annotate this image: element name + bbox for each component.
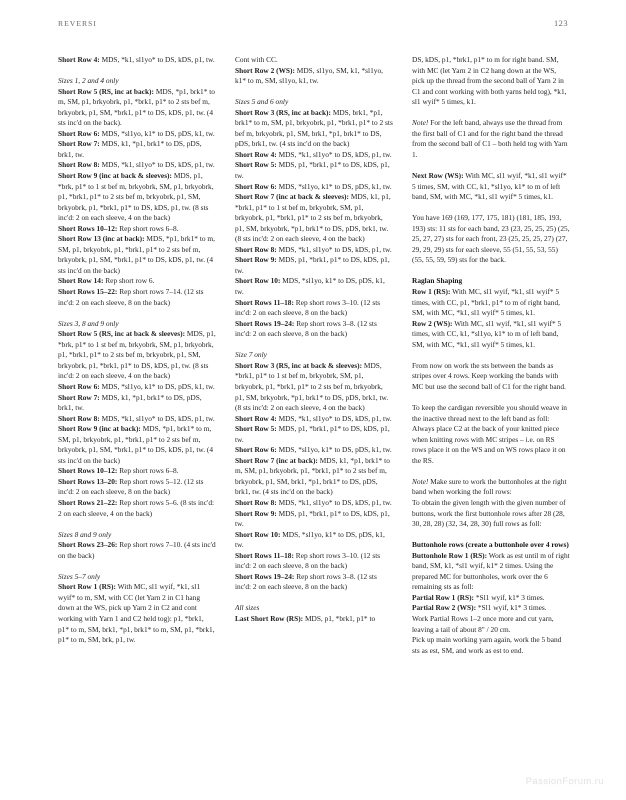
- instruction-text: MDS, p1, *brk1, p1* to: [303, 613, 376, 623]
- instruction-paragraph: [412, 603, 570, 614]
- instruction-text: MDS, k1, p1, *brk1, p1* to 1 st bef m, brkyobrk, SM, p1, brkyobrk, p1, *brk1, p1* to 2 sts bef m, brkyobrk, p1, SM, brkyobrk, *p1, brk1* to DS, pDS, brk1, tw. (8 sts inc'd: 2 on each sleeve, 4 on the back): [235, 192, 391, 244]
- instruction-text: MDS, *p1, brk1* to m, SM, p1, brkyobrk, p1, *brk1, p1* to 2 sts bef m, brkyobrk, p1, SM, *brk1, p1* to DS, kDS, p1, tw. (4 sts inc'd on the back).: [58, 86, 215, 128]
- instruction-paragraph: [412, 424, 570, 466]
- row-label: Buttonhole Row 1 (RS):: [412, 550, 488, 560]
- instruction-paragraph: [412, 498, 570, 530]
- instruction-text: Work Partial Rows 1–2 once more and cut yarn, leaving a tail of about 8" / 20 cm.: [412, 613, 554, 634]
- row-label: Short Row 5:: [235, 424, 277, 434]
- column-2: [235, 55, 393, 770]
- instruction-paragraph: [235, 445, 393, 456]
- row-label: Short Row 7 (inc at back):: [235, 455, 318, 465]
- instruction-paragraph: [58, 234, 216, 276]
- paragraph-spacer: [412, 350, 570, 361]
- instruction-paragraph: [58, 139, 216, 160]
- row-label: Partial Row 1 (RS):: [412, 592, 474, 602]
- row-label: Short Rows 13–20:: [58, 476, 118, 486]
- instruction-text: MDS, k1, *p1, brk1* to DS, pDS, brk1, tw.: [58, 139, 202, 159]
- row-label: Short Rows 23–26:: [58, 540, 118, 550]
- section-heading: Buttonhole rows (create a buttonhole over 4 rows): [412, 540, 569, 550]
- instruction-paragraph: [235, 276, 393, 297]
- instruction-paragraph: [235, 245, 393, 256]
- note-label: Note!: [412, 476, 429, 486]
- row-label: Short Row 4:: [235, 149, 277, 159]
- instruction-paragraph: [412, 171, 570, 203]
- instruction-text: MDS, *k1, sl1yo* to DS, kDS, p1, tw.: [99, 413, 215, 423]
- instruction-paragraph: [235, 298, 393, 319]
- row-label: Short Rows 11–18:: [235, 297, 294, 307]
- instruction-text: Rep short rows 6–8.: [117, 223, 179, 233]
- row-label: Short Row 5 (RS, inc at back):: [58, 86, 154, 96]
- instruction-paragraph: [58, 160, 216, 171]
- instruction-text: You have 169 (169, 177, 175, 181) (181, 185, 193, 193) sts: 11 sts for each band, 23 (23, 25, 25, 25) (25, 25, 27, 27) sts for each front, 23 (25, 25, 25, 27) (27, 29, 29, 29) sts for each sleeve, 55 (51, 55, 53, 55) (55, 55, 59, 59) sts for the back.: [412, 213, 570, 265]
- instruction-text: *Sl1 wyif, k1* 3 times.: [476, 603, 547, 613]
- instruction-paragraph: [412, 403, 570, 424]
- instruction-text: To obtain the given length with the given number of buttons, work the first buttonhole rows after 28 (28, 30, 28, 28) (32, 34, 28, 30) full rows as foll:: [412, 497, 566, 529]
- paragraph-spacer: [58, 308, 216, 319]
- row-label: Short Row 13 (inc at back):: [58, 234, 145, 244]
- instruction-text: To keep the cardigan reversible you should weave in the inactive thread next to the left band as foll:: [412, 403, 567, 423]
- instruction-text: MDS, *k1, sl1yo* to DS, kDS, p1, tw.: [276, 244, 392, 254]
- instruction-paragraph: [412, 614, 570, 635]
- instruction-text: Rep short rows 5–12. (12 sts inc'd: 2 on each sleeve, 8 on the back): [58, 476, 204, 497]
- row-label: Short Row 4:: [58, 55, 100, 64]
- row-label: Short Row 6:: [235, 445, 277, 455]
- row-label: Short Row 6:: [58, 128, 100, 138]
- instruction-paragraph: [58, 224, 216, 235]
- instruction-text: Rep short rows 3–8. (12 sts inc'd: 2 on each sleeve, 8 on the back): [235, 571, 377, 592]
- instruction-paragraph: [412, 551, 570, 593]
- row-label: Row 2 (WS):: [412, 318, 453, 328]
- instruction-paragraph: [58, 498, 216, 519]
- size-heading: Size 7 only: [235, 350, 267, 360]
- instruction-paragraph: [235, 530, 393, 551]
- instruction-text: MDS, *sl1yo, k1* to DS, pDS, k1, tw.: [99, 381, 215, 391]
- paragraph-spacer: [412, 160, 570, 171]
- instruction-text: MDS, *k1, sl1yo* to DS, kDS, p1, tw.: [276, 413, 392, 423]
- running-head: [58, 19, 568, 33]
- instruction-paragraph: [235, 150, 393, 161]
- row-label: Short Rows 10–12:: [58, 466, 118, 476]
- row-label: Short Row 9 (inc at back & sleeves):: [58, 171, 172, 181]
- row-label: Short Row 5:: [235, 160, 277, 170]
- row-label: Row 1 (RS):: [412, 287, 451, 297]
- row-label: Short Row 9:: [235, 255, 277, 265]
- instruction-paragraph: [58, 582, 216, 645]
- instruction-paragraph: [235, 551, 393, 572]
- row-label: Short Row 8:: [235, 497, 277, 507]
- instruction-text: MDS, *sl1yo, k1* to DS, pDS, k1, tw.: [276, 181, 392, 191]
- row-label: Short Rows 19–24:: [235, 571, 295, 581]
- row-label: Short Rows 21–22:: [58, 497, 118, 507]
- instruction-paragraph: [58, 540, 216, 561]
- note-label: Note!: [412, 118, 429, 128]
- instruction-text: Rep short row 6.: [103, 276, 155, 286]
- row-label: Short Row 6:: [235, 181, 277, 191]
- instruction-paragraph: [235, 66, 393, 87]
- instruction-text: Pick up main working yarn again, work the 5 band sts as est, SM, and work as est to end.: [412, 635, 562, 655]
- instruction-text: MDS, *k1, sl1yo* to DS, kDS, p1, tw.: [99, 160, 215, 170]
- row-label: Short Row 7:: [58, 392, 100, 402]
- instruction-paragraph: [58, 287, 216, 308]
- size-heading: Sizes 5 and 6 only: [235, 97, 289, 107]
- size-heading: Sizes 3, 8 and 9 only: [58, 318, 119, 328]
- instruction-paragraph: [58, 329, 216, 382]
- instruction-text: Rep short rows 3–10. (12 sts inc'd: 2 on each sleeve, 8 on the back): [235, 550, 381, 571]
- instruction-paragraph: [412, 635, 570, 656]
- text-columns: [58, 55, 570, 770]
- instruction-paragraph: [412, 477, 570, 498]
- row-label: Short Rows 10–12:: [58, 223, 118, 233]
- instruction-text: MDS, *p1, brk1* to m, SM, p1, brkyobrk, p1, *brk1, p1* to 2 sts bef m, brkyobrk, p1, SM, *brk1, p1* to DS, kDS, p1, tw. (4 sts inc'd on the back): [58, 234, 215, 275]
- instruction-text: Cont with CC.: [235, 55, 278, 64]
- instruction-paragraph: [235, 456, 393, 498]
- page-number: 123: [553, 19, 568, 28]
- instruction-paragraph: [235, 498, 393, 509]
- row-label: Short Row 7:: [58, 139, 100, 149]
- paragraph-spacer: [412, 203, 570, 214]
- instruction-text: MDS, *p1, brk1* to m, SM, p1, brkyobrk, p1, *brk1, p1* to 2 sts bef m, brkyobrk, p1, SM, *brk1, p1* to DS, kDS, p1, tw. (4 sts inc'd on the back): [58, 424, 214, 465]
- instruction-text: MDS, p1, *brk1, p1* to DS, kDS, p1, tw.: [235, 160, 390, 181]
- instruction-paragraph: [412, 593, 570, 604]
- row-label: Short Row 1 (RS):: [58, 582, 116, 592]
- instruction-text: With MC, sl1 wyif, *k1, sl1 wyif* 5 times, with CC, k1, *sl1yo, k1* to m of left band, SM, with MC, *k1, sl1 wyif* 5 times, k1.: [412, 318, 562, 349]
- size-heading: Sizes 1, 2 and 4 only: [58, 76, 119, 86]
- paragraph-spacer: [412, 266, 570, 277]
- paragraph-spacer: [235, 87, 393, 98]
- row-label: Short Row 7 (inc at back & sleeves):: [235, 192, 349, 202]
- size-heading: All sizes: [235, 603, 260, 613]
- instruction-paragraph: [412, 55, 570, 108]
- instruction-paragraph: [412, 319, 570, 351]
- instruction-text: MDS, *sl1yo, k1* to DS, pDS, k1, tw.: [276, 445, 392, 455]
- instruction-paragraph: [412, 118, 570, 160]
- instruction-paragraph: [235, 319, 393, 340]
- instruction-text: MDS, *sl1yo, k1* to DS, pDS, k1, tw.: [235, 529, 385, 550]
- instruction-text: Rep short rows 7–14. (12 sts inc'd: 2 on each sleeve, 8 on the back): [58, 287, 204, 307]
- instruction-paragraph: [58, 414, 216, 425]
- instruction-paragraph: [412, 213, 570, 266]
- instruction-paragraph: [235, 614, 393, 625]
- instruction-text: MDS, sl1yo, SM, k1, *sl1yo, k1* to m, SM, sl1yo, k1, tw.: [235, 65, 383, 86]
- instruction-text: With MC, sl1 wyif, *k1, sl1 wyif* 5 times, with CC, p1, *brk1, p1* to m of right band, SM, with MC, *k1, sl1 wyif* 5 times, k1.: [412, 287, 560, 318]
- instruction-paragraph: [235, 108, 393, 150]
- instruction-text: Make sure to work the buttonholes at the right band when working the foll rows:: [412, 476, 567, 497]
- instruction-paragraph: [235, 182, 393, 193]
- row-label: Short Row 5 (RS, inc at back & sleeves):: [58, 329, 186, 339]
- page-title: REVERSI: [58, 19, 97, 28]
- size-heading: Sizes 8 and 9 only: [58, 529, 112, 539]
- paragraph-spacer: [235, 593, 393, 604]
- row-label: Short Row 8:: [235, 244, 277, 254]
- row-label: Short Rows 15–22:: [58, 287, 118, 297]
- row-label: Short Row 9:: [235, 508, 277, 518]
- instruction-paragraph: [235, 255, 393, 276]
- row-label: Short Row 3 (RS, inc at back & sleeves):: [235, 360, 363, 370]
- instruction-text: Work as est until m of right band, SM, k1, *sl1 wyif, k1* 2 times. Using the prepared MC for buttonholes, work over the 6 remaining sts as foll:: [412, 550, 570, 592]
- instruction-text: MDS, k1, *p1, brk1* to DS, pDS, brk1, tw.: [58, 392, 202, 413]
- row-label: Short Row 9 (inc at back):: [58, 424, 141, 434]
- instruction-paragraph: [58, 393, 216, 414]
- row-label: Short Row 10:: [235, 276, 281, 286]
- instruction-text: MDS, *brk1, p1* to 1 st bef m, brkyobrk, SM, p1, brkyobrk, p1, *brk1, p1* to 2 sts bef m, brkyobrk, p1, SM, brkyobrk, *p1, brk1* to DS, pDS, brk1, tw. (8 sts inc'd: 2 on each sleeve, 4 on the back): [235, 360, 389, 413]
- instruction-text: MDS, k1, *p1, brk1* to m, SM, p1, brkyobrk, p1, *brk1, p1* to 2 sts bef m, brkyobrk, p1, SM, brk1, *p1, brk1* to DS, pDS, brk1, tw. (4 sts inc'd on the back): [235, 455, 390, 497]
- row-label: Short Row 6:: [58, 381, 100, 391]
- paragraph-spacer: [58, 519, 216, 530]
- site-watermark: PassionForum.ru: [525, 776, 604, 787]
- instruction-text: *Sl1 wyif, k1* 3 times.: [474, 592, 545, 602]
- paragraph-spacer: [235, 340, 393, 351]
- instruction-paragraph: [58, 466, 216, 477]
- instruction-paragraph: [58, 276, 216, 287]
- instruction-text: Rep short rows 3–10. (12 sts inc'd: 2 on each sleeve, 8 on the back): [235, 297, 381, 318]
- instruction-text: MDS, *k1, sl1yo* to DS, kDS, p1, tw.: [99, 55, 215, 64]
- instruction-paragraph: [235, 55, 393, 66]
- instruction-text: For the left band, always use the thread from the first ball of C1 and for the right band the thread from the second ball of C1 – both held tog with Yarn 1.: [412, 118, 568, 159]
- instruction-text: MDS, *k1, sl1yo* to DS, kDS, p1, tw.: [276, 497, 392, 507]
- instruction-text: With MC, sl1 wyif, *k1, sl1 wyif* to m, SM, with CC (let Yarn 2 in C1 hang down at the WS, pick up Yarn 2 in C2 and cont working with Yarn 1 and C2 held tog): p1, *brk1, p1* to m, SM, brk1, *p1, brk1* to m, SM, p1, *brk1, p1* to m, SM, brk, p1, tw.: [58, 582, 215, 645]
- instruction-text: MDS, p1, *brk1, p1* to DS, kDS, p1, tw.: [235, 424, 390, 444]
- row-label: Partial Row 2 (WS):: [412, 603, 477, 613]
- paragraph-spacer: [412, 466, 570, 477]
- instruction-text: MDS, p1, *brk, p1* to 1 st bef m, brkyobrk, SM, p1, brkyobrk, p1, *brk1, p1* to 2 sts bef m, brkyobrk, p1, SM, brkyobrk, p1, *brk1, p1* to DS, kDS, p1, tw. (8 sts inc'd: 2 on each sleeve, 4 on the back): [58, 171, 214, 223]
- instruction-paragraph: [412, 361, 570, 393]
- paragraph-spacer: [412, 530, 570, 541]
- instruction-text: MDS, *k1, sl1yo* to DS, kDS, p1, tw.: [276, 149, 392, 159]
- instruction-paragraph: [58, 477, 216, 498]
- instruction-text: Rep short rows 7–10. (4 sts inc'd on the back): [58, 540, 216, 560]
- paragraph-spacer: [412, 108, 570, 119]
- instruction-paragraph: [58, 424, 216, 466]
- instruction-text: MDS, p1, *brk1, p1* to DS, kDS, p1, tw.: [235, 508, 390, 529]
- instruction-paragraph: [235, 424, 393, 445]
- row-label: Short Row 8:: [58, 413, 100, 423]
- row-label: Short Row 8:: [58, 160, 100, 170]
- instruction-paragraph: [58, 55, 216, 66]
- row-label: Short Rows 11–18:: [235, 550, 294, 560]
- row-label: Short Row 2 (WS):: [235, 65, 295, 75]
- instruction-paragraph: [412, 287, 570, 319]
- instruction-text: MDS, p1, *brk1, p1* to DS, kDS, p1, tw.: [235, 255, 390, 275]
- instruction-paragraph: [58, 87, 216, 129]
- column-1: [58, 55, 216, 770]
- size-heading: Sizes 5–7 only: [58, 571, 101, 581]
- section-heading: Raglan Shaping: [412, 276, 463, 286]
- instruction-text: With MC, sl1 wyif, *k1, sl1 wyif* 5 times, SM, with CC, k1, *sl1yo, k1* to m of left band, SM, with MC, *k1, sl1 wyif* 5 times, k1.: [412, 171, 567, 202]
- instruction-paragraph: [235, 572, 393, 593]
- paragraph-spacer: [58, 561, 216, 572]
- instruction-text: MDS, p1, *brk, p1* to 1 st bef m, brkyobrk, SM, p1, brkyobrk, p1, *brk1, p1* to 2 sts bef m, brkyobrk, p1, SM, brkyobrk, p1, *brk1, p1* to DS, kDS, p1, tw. (8 sts inc'd: 2 on each sleeve, 4 on the back): [58, 329, 216, 381]
- instruction-text: Always place C2 at the back of your knitted piece when knitting rows with MC stripes – i.e. on RS rows place it on the WS and on WS rows place it on the RS.: [412, 424, 566, 465]
- instruction-paragraph: [235, 160, 393, 181]
- instruction-paragraph: [235, 192, 393, 245]
- instruction-text: DS, kDS, p1, *brk1, p1* to m for right band. SM, with MC (let Yarn 2 in C2 hang down at the WS, pick up the thread from the second ball of Yarn 2 in C1 and cont working with both yarns held tog), *k1, sl1 wyif* 5 times, k1.: [412, 55, 567, 107]
- row-label: Short Row 10:: [235, 529, 281, 539]
- instruction-paragraph: [58, 171, 216, 224]
- paragraph-spacer: [58, 66, 216, 77]
- instruction-paragraph: [58, 129, 216, 140]
- paragraph-spacer: [412, 393, 570, 404]
- instruction-paragraph: [235, 361, 393, 414]
- instruction-text: Rep short rows 3–8. (12 sts inc'd: 2 on each sleeve, 8 on the back): [235, 318, 377, 339]
- instruction-text: MDS, brk1, *p1, brk1* to m, SM, p1, brkyobrk, p1, *brk1, p1* to 2 sts bef m, brkyobrk, p1, SM, brk1, *p1, brk1* to DS, pDS, brk1, tw. (4 sts inc'd on the back): [235, 107, 393, 149]
- instruction-paragraph: [58, 382, 216, 393]
- instruction-paragraph: [235, 414, 393, 425]
- row-label: Next Row (WS):: [412, 171, 464, 181]
- instruction-text: MDS, *sl1yo, k1* to DS, pDS, k1, tw.: [235, 276, 385, 297]
- instruction-text: From now on work the sts between the bands as stripes over 4 rows. Keep working the bands with MC but use the second ball of C1 for the right band.: [412, 360, 566, 391]
- row-label: Last Short Row (RS):: [235, 613, 304, 623]
- instruction-text: Rep short rows 6–8.: [117, 466, 179, 476]
- row-label: Short Row 14:: [58, 276, 104, 286]
- row-label: Short Row 3 (RS, inc at back):: [235, 107, 331, 117]
- row-label: Short Row 4:: [235, 413, 277, 423]
- instruction-text: MDS, *sl1yo, k1* to DS, pDS, k1, tw.: [99, 128, 215, 138]
- instruction-text: Rep short rows 5–6. (8 sts inc'd: 2 on each sleeve, 4 on the back): [58, 497, 215, 518]
- row-label: Short Rows 19–24:: [235, 318, 295, 328]
- instruction-paragraph: [235, 509, 393, 530]
- column-3: [412, 55, 570, 770]
